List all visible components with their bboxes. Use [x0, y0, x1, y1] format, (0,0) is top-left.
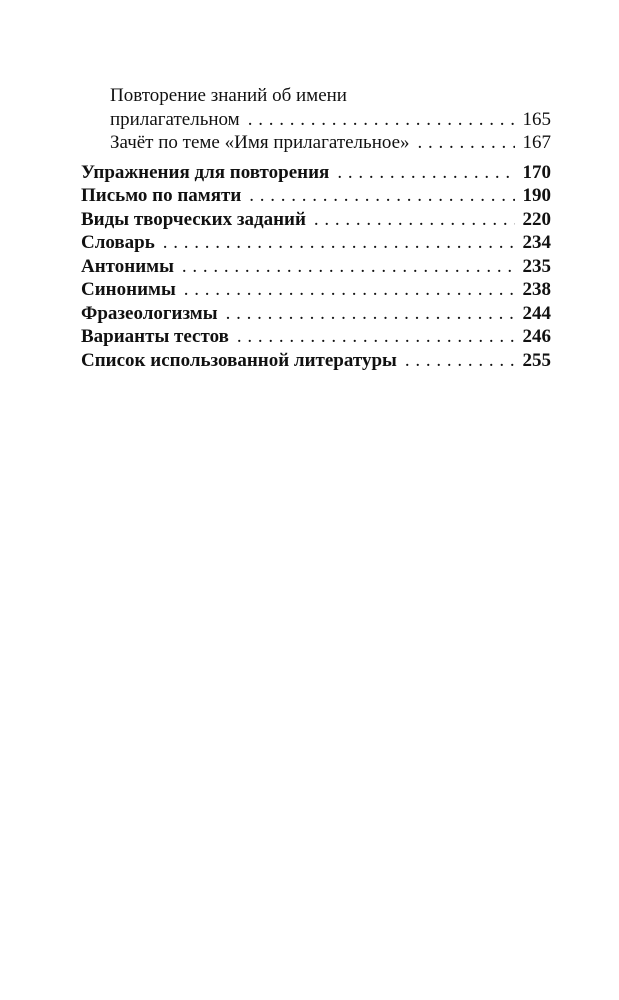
toc-entry[interactable] — [81, 349, 551, 373]
dot-leader — [163, 231, 515, 255]
toc-page-number: 244 — [522, 302, 551, 324]
toc-page-number: 165 — [522, 108, 551, 130]
toc-entry[interactable] — [81, 184, 551, 208]
toc-entry-title: Варианты тестов — [81, 326, 229, 347]
toc-entry-title: Упражнения для повторения — [81, 161, 330, 183]
toc-entry-title: Зачёт по теме «Имя прилагательное» — [110, 132, 410, 153]
dot-leader — [182, 255, 515, 279]
table-of-contents — [81, 84, 551, 372]
toc-entry-title: Синонимы — [81, 279, 176, 300]
toc-page-number: 234 — [522, 232, 551, 253]
toc-entry[interactable] — [81, 255, 551, 279]
dot-leader — [184, 278, 515, 302]
toc-entry-title: Виды творческих заданий — [81, 208, 306, 230]
toc-page-number: 190 — [522, 185, 551, 206]
toc-entry-title: прилагательном — [110, 108, 240, 130]
toc-entry[interactable] — [81, 108, 551, 132]
dot-leader — [418, 131, 515, 155]
toc-entry-title: Повторение знаний об имени — [110, 85, 347, 106]
dot-leader — [405, 349, 515, 373]
toc-page-number: 235 — [522, 255, 551, 277]
toc-entry-title: Фразеологизмы — [81, 302, 218, 324]
dot-leader — [314, 208, 515, 232]
toc-page-number: 170 — [522, 161, 551, 183]
toc-page-number: 255 — [522, 349, 551, 371]
dot-leader — [237, 325, 515, 349]
toc-entry-title: Словарь — [81, 232, 155, 253]
toc-page-number: 220 — [522, 208, 551, 230]
toc-page-number: 246 — [522, 326, 551, 347]
toc-entry[interactable] — [81, 131, 551, 155]
toc-entry-title: Письмо по памяти — [81, 185, 242, 206]
toc-entry-title: Антонимы — [81, 255, 174, 277]
toc-entry[interactable] — [81, 325, 551, 349]
toc-entry[interactable] — [81, 302, 551, 326]
dot-leader — [226, 302, 515, 326]
toc-entry[interactable] — [81, 231, 551, 255]
dot-leader — [337, 161, 515, 185]
toc-page-number: 238 — [522, 279, 551, 300]
dot-leader — [248, 108, 515, 132]
toc-entry[interactable] — [81, 161, 551, 185]
toc-entry[interactable] — [81, 278, 551, 302]
toc-entry[interactable] — [81, 208, 551, 232]
toc-entry-title: Список использованной литературы — [81, 349, 397, 371]
dot-leader — [249, 184, 515, 208]
toc-page-number: 167 — [522, 132, 551, 153]
